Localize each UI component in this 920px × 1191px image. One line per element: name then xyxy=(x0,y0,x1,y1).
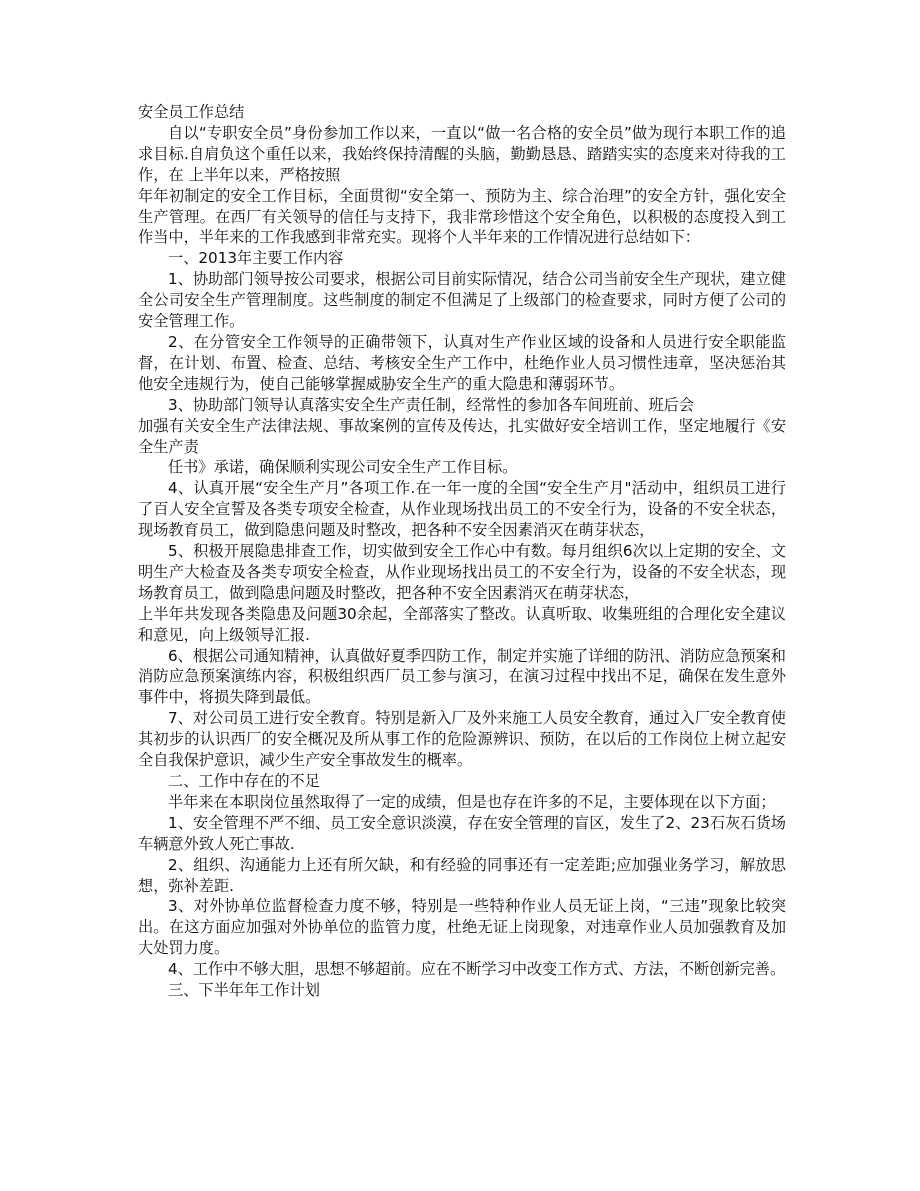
section-2-item-1: 1、安全管理不严不细、员工安全意识淡漠，存在安全管理的盲区，发生了2、23石灰石货场车辆意外致人死亡事故. xyxy=(138,813,786,853)
section-1-item-4: 4、认真开展“安全生产月”各项工作.在一年一度的全国“安全生产月"活动中，组织员工进行了百人安全宣誓及各类专项安全检查，从作业现场找出员工的不安全行为，设备的不安全状态，现场教育员工，做到隐患问题及时整改，把各种不安全因素消灭在萌芽状态， xyxy=(138,479,786,540)
document-title: 安全员工作总结 xyxy=(138,103,245,121)
section-1-item-3-end: 任书》承诺，确保顺利实现公司安全生产工作目标。 xyxy=(168,458,518,477)
section-1-item-6: 6、根据公司通知精神，认真做好夏季四防工作，制定并实施了详细的防汛、消防应急预案和消防应急预案演练内容，积极组织西厂员工参与演习，在演习过程中找出不足，确保在发生意外事件中，将损失降到最低。 xyxy=(138,646,786,707)
section-1-item-5: 5、积极开展隐患排查工作，切实做到安全工作心中有数。每月组织6次以上定期的安全、文明生产大检查及各类专项安全检查，从作业现场找出员工的不安全行为，设备的不安全状态，现场教育员工，做到隐患问题及时整改，把各种不安全因素消灭在萌芽状态， xyxy=(138,542,786,602)
section-1-item-7: 7、对公司员工进行安全教育。特别是新入厂及外来施工人员安全教育，通过入厂安全教育使其初步的认识西厂的安全概况及所从事工作的危险源辨识、预防，在以后的工作岗位上树立起安全自我保护意识，减少生产安全事故发生的概率。 xyxy=(138,709,786,770)
section-2-item-3: 3、对外协单位监督检查力度不够，特别是一些特种作业人员无证上岗，“三违”现象比较突出。在这方面应加强对外协单位的监管力度，杜绝无证上岗现象，对违章作业人员加强教育及加大处罚力度。 xyxy=(138,897,786,958)
section-1-item-2: 2、在分管安全工作领导的正确带领下，认真对生产作业区域的设备和人员进行安全职能监督，在计划、布置、检查、总结、考核安全生产工作中，杜绝作业人员习惯性违章，坚决惩治其他安全违规行为，使自己能够掌握威胁安全生产的重大隐患和薄弱环节。 xyxy=(138,332,786,393)
section-2-item-4: 4、工作中不够大胆，思想不够超前。应在不断学习中改变工作方式、方法，不断创新完善。 xyxy=(168,960,786,979)
section-3-heading: 三、下半年年工作计划 xyxy=(168,981,320,1000)
section-1-item-1: 1、协助部门领导按公司要求，根据公司目前实际情况，结合公司当前安全生产现状，建立健全公司安全生产管理制度。这些制度的制定不但满足了上级部门的检查要求，同时方便了公司的安全管理工作。 xyxy=(138,270,786,331)
section-2-intro: 半年来在本职岗位虽然取得了一定的成绩，但是也存在许多的不足，主要体现在以下方面； xyxy=(168,792,776,811)
intro-paragraph-1: 自以“专职安全员”身份参加工作以来，一直以“做一名合格的安全员”做为现行本职工作的追求目标.自肩负这个重任以来，我始终保持清醒的头脑，勤勤恳恳、踏踏实实的态度来对待我的工作，在 上半年以来，严格按照 xyxy=(138,123,786,184)
document-page xyxy=(138,102,786,1001)
section-2-item-2: 2、组织、沟通能力上还有所欠缺，和有经验的同事还有一定差距;应加强业务学习，解放思想，弥补差距. xyxy=(138,855,786,895)
intro-paragraph-2: 年年初制定的安全工作目标，全面贯彻“安全第一、预防为主、综合治理”的安全方针，强化安全生产管理。在西厂有关领导的信任与支持下，我非常珍惜这个安全角色，以积极的态度投入到工作当中，半年来的工作我感到非常充实。现将个人半年来的工作情况进行总结如下： xyxy=(138,186,786,247)
section-1-item-3: 3、协助部门领导认真落实安全生产责任制，经常性的参加各车间班前、班后会 xyxy=(168,395,695,414)
section-1-heading: 一、2013年主要工作内容 xyxy=(168,249,344,268)
section-1-item-5-continued: 上半年共发现各类隐患及问题30余起，全部落实了整改。认真听取、收集班组的合理化安全建议和意见，向上级领导汇报. xyxy=(138,604,786,644)
section-1-item-3-continued: 加强有关安全生产法律法规、事故案例的宣传及传达，扎实做好安全培训工作，坚定地履行《安全生产责 xyxy=(138,416,786,456)
section-2-heading: 二、工作中存在的不足 xyxy=(168,772,320,790)
